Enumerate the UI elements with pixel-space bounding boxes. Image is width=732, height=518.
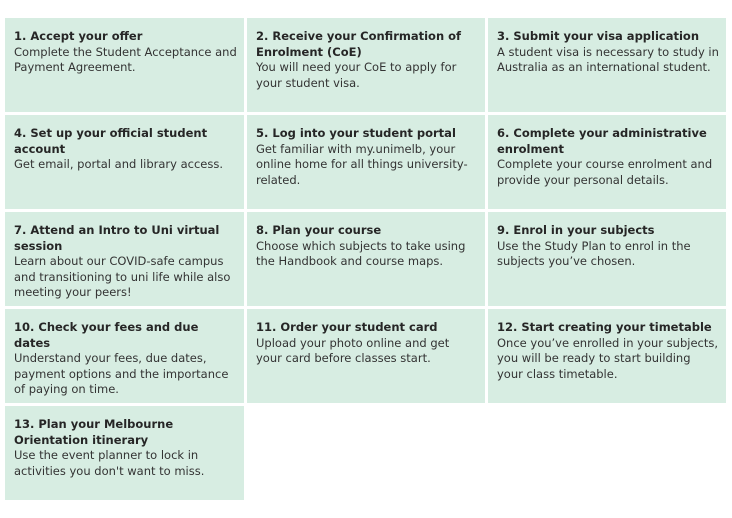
step-description: Choose which subjects to take using the Handbook and course maps. bbox=[256, 238, 466, 268]
step-card-2 bbox=[247, 18, 485, 112]
step-description: A student visa is necessary to study in Australia as an international student. bbox=[497, 44, 719, 74]
step-description: Understand your fees, due dates, payment options and the importance of paying on time. bbox=[14, 351, 229, 396]
step-title: 13. Plan your Melbourne Orientation itinerary bbox=[14, 417, 174, 447]
step-card-10 bbox=[5, 309, 244, 403]
step-card-11 bbox=[247, 309, 485, 403]
step-title: 2. Receive your Confirmation of Enrolment (CoE) bbox=[256, 29, 462, 59]
step-title: 5. Log into your student portal bbox=[256, 126, 456, 140]
step-title: 11. Order your student card bbox=[256, 320, 438, 334]
step-description: Complete the Student Acceptance and Payment Agreement. bbox=[14, 44, 237, 74]
step-card-8 bbox=[247, 212, 485, 306]
step-card-3 bbox=[488, 18, 726, 112]
step-description: Get email, portal and library access. bbox=[14, 157, 223, 171]
step-card-6 bbox=[488, 115, 726, 209]
step-description: Use the Study Plan to enrol in the subjects you’ve chosen. bbox=[497, 238, 691, 268]
step-title: 3. Submit your visa application bbox=[497, 29, 700, 43]
step-card-5 bbox=[247, 115, 485, 209]
step-title: 4. Set up your official student account bbox=[14, 126, 208, 156]
step-description: You will need your CoE to apply for your student visa. bbox=[256, 60, 457, 90]
step-title: 12. Start creating your timetable bbox=[497, 320, 712, 334]
step-title: 8. Plan your course bbox=[256, 223, 382, 237]
step-card-7 bbox=[5, 212, 244, 306]
step-card-4 bbox=[5, 115, 244, 209]
step-description: Once you’ve enrolled in your subjects, you will be ready to start building your class timetable. bbox=[497, 335, 718, 381]
step-title: 1. Accept your offer bbox=[14, 29, 143, 43]
step-title: 9. Enrol in your subjects bbox=[497, 223, 655, 237]
step-card-1 bbox=[5, 18, 244, 112]
step-title: 10. Check your fees and due dates bbox=[14, 320, 199, 350]
step-description: Complete your course enrolment and provide your personal details. bbox=[497, 157, 713, 187]
step-description: Get familiar with my.unimelb, your online home for all things university-related. bbox=[256, 141, 468, 187]
step-description: Upload your photo online and get your card before classes start. bbox=[256, 335, 450, 365]
step-description: Use the event planner to lock in activities you don't want to miss. bbox=[14, 448, 205, 478]
steps-grid bbox=[5, 18, 726, 500]
step-title: 6. Complete your administrative enrolment bbox=[497, 126, 707, 156]
step-description: Learn about our COVID-safe campus and transitioning to uni life while also meeting your peers! bbox=[14, 254, 231, 299]
step-card-12 bbox=[488, 309, 726, 403]
step-title: 7. Attend an Intro to Uni virtual session bbox=[14, 223, 220, 253]
step-card-13 bbox=[5, 406, 244, 500]
step-card-9 bbox=[488, 212, 726, 306]
